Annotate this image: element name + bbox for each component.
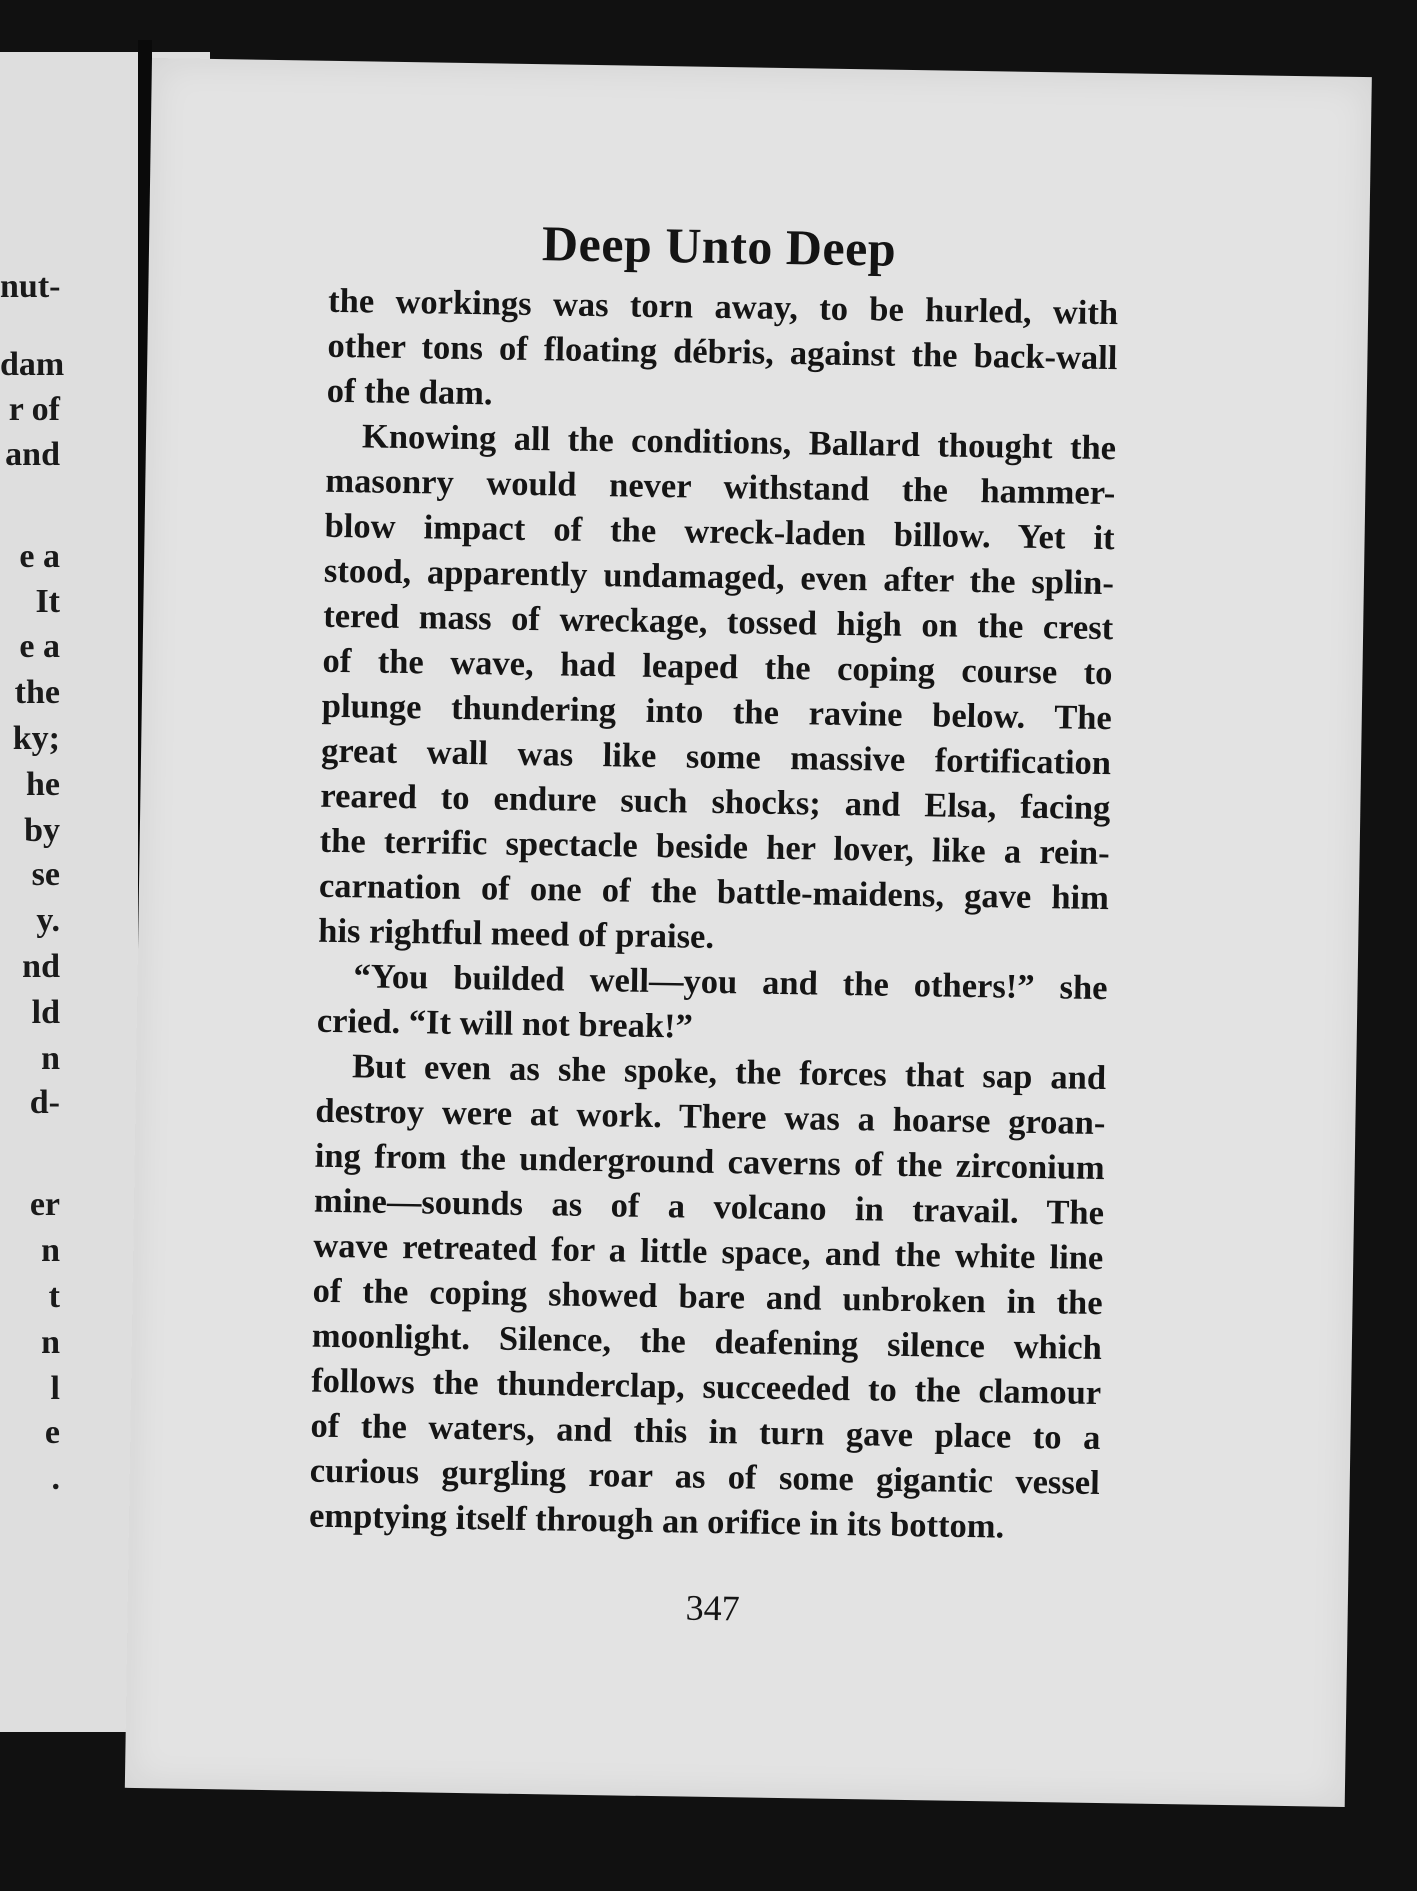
left-page-line: er — [29, 1186, 60, 1223]
text-line: his rightful meed of praise. — [318, 911, 715, 956]
text-line: tered mass of wreckage, tossed high on the crest — [322, 596, 1114, 648]
text-line: ing from the underground caverns of the zirconium — [314, 1136, 1105, 1188]
text-line: reared to endure such shocks; and Elsa, facing — [320, 776, 1111, 828]
left-page-line: ky; — [12, 720, 60, 757]
text-line: mine—sounds as of a volcano in travail. The — [313, 1181, 1105, 1233]
text-line: other tons of floating débris, against the back-wall — [327, 326, 1118, 378]
left-page-line: n — [41, 1324, 60, 1361]
text-line: plunge thundering into the ravine below. The — [321, 686, 1113, 738]
text-line: of the dam. — [326, 371, 493, 413]
left-page-line: d- — [29, 1084, 60, 1121]
left-page-line: he — [26, 766, 60, 803]
body-text — [309, 279, 1119, 1551]
left-page-line: e a — [19, 538, 60, 575]
text-line: curious gurgling roar as of some gigantic vessel — [309, 1451, 1101, 1503]
left-page-line: e a — [19, 628, 60, 665]
running-head: Deep Unto Deep — [541, 215, 897, 277]
left-page-line: e — [44, 1414, 60, 1451]
text-line: of the wave, had leaped the coping course to — [322, 641, 1113, 693]
text-line: of the waters, and this in turn gave place to a — [310, 1406, 1101, 1458]
left-page-line: n — [41, 1232, 60, 1269]
left-page-line: and — [5, 436, 60, 473]
text-line: wave retreated for a little space, and the white line — [313, 1226, 1104, 1278]
text-line: masonry would never withstand the hammer- — [325, 461, 1116, 513]
text-line: follows the thunderclap, succeeded to the clamour — [310, 1361, 1102, 1413]
text-line: the workings was torn away, to be hurled, with — [327, 281, 1119, 333]
text-line: destroy were at work. There was a hoarse groan- — [315, 1091, 1106, 1143]
text-line: the terrific spectacle beside her lover, like a rein- — [319, 821, 1110, 873]
text-line: cried. “It will not break!” — [316, 1001, 694, 1046]
book-page — [125, 58, 1372, 1807]
text-line: great wall was like some massive fortification — [320, 731, 1112, 783]
text-line: of the coping showed bare and unbroken in the — [312, 1271, 1103, 1323]
text-line: moonlight. Silence, the deafening silence which — [311, 1316, 1103, 1368]
text-line: stood, apparently undamaged, even after the splin- — [323, 551, 1115, 603]
left-page-line: nd — [22, 948, 60, 985]
left-page-line: r of — [8, 391, 60, 428]
left-page-line: the — [14, 674, 60, 711]
left-page-line: It — [35, 583, 60, 620]
left-page-line: se — [31, 856, 60, 893]
text-line: carnation of one of the battle-maidens, gave him — [318, 866, 1110, 918]
left-page-line: nut- — [0, 268, 61, 305]
left-page-line: l — [50, 1370, 60, 1407]
text-line: But even as she spoke, the forces that sap and — [351, 1047, 1107, 1098]
left-page-line: dam — [0, 346, 65, 383]
text-line: “You builded well—you and the others!” she — [353, 957, 1108, 1008]
text-line: Knowing all the conditions, Ballard thought the — [361, 417, 1117, 468]
text-line: emptying itself through an orifice in its bottom. — [308, 1496, 1005, 1546]
left-page-line: t — [48, 1278, 60, 1315]
text-line: blow impact of the wreck-laden billow. Yet it — [324, 506, 1115, 558]
left-page-line: . — [51, 1460, 60, 1497]
left-page-line: n — [41, 1040, 60, 1077]
left-page-line: y. — [36, 902, 60, 939]
page-number: 347 — [685, 1587, 741, 1629]
left-page-line: by — [24, 812, 60, 849]
left-page-line: ld — [31, 994, 60, 1031]
